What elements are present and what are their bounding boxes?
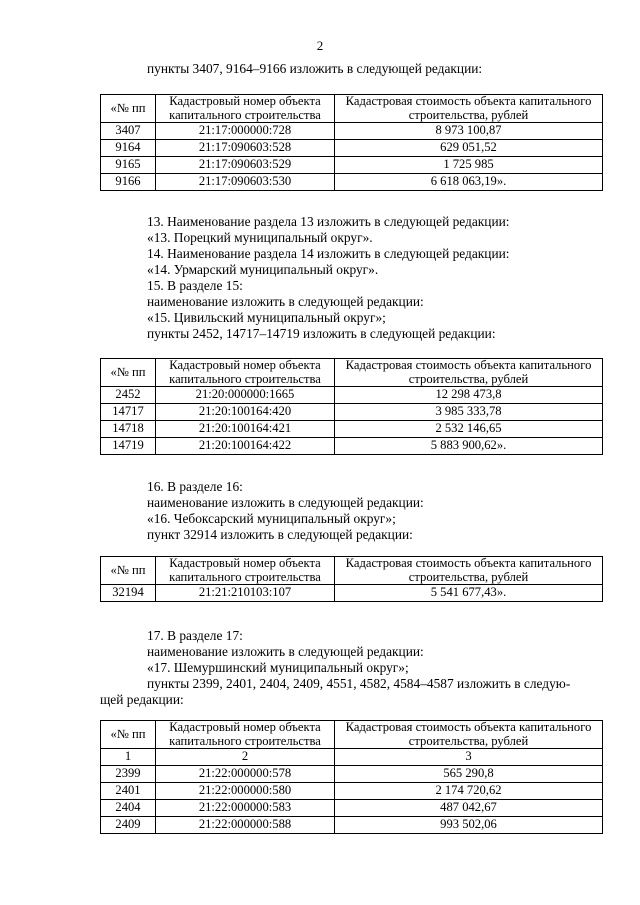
cell-number: 9164 (101, 140, 156, 157)
cell-cadastral-number: 21:22:000000:588 (156, 817, 335, 834)
header-number: «№ пп (101, 721, 156, 749)
cell-number: 2452 (101, 387, 156, 404)
cell-cadastral-number: 21:17:090603:528 (156, 140, 335, 157)
header-cadastral-value: Кадастровая стоимость объекта капитального строительства, рублей (335, 557, 603, 585)
column-number: 2 (156, 749, 335, 766)
column-number-row (101, 749, 603, 766)
section-14-line: 14. Наименование раздела 14 изложить в следующей редакции: (147, 246, 510, 261)
section-16-line: пункт 32914 изложить в следующей редакции: (147, 527, 413, 542)
cell-cadastral-value: 993 502,06 (335, 817, 603, 834)
cadastral-table-4 (100, 720, 603, 834)
table-row (101, 585, 603, 602)
cell-cadastral-number: 21:22:000000:578 (156, 766, 335, 783)
header-number: «№ пп (101, 359, 156, 387)
section-16-line: 16. В разделе 16: (147, 479, 243, 494)
table-header-row (101, 95, 603, 123)
section-17-line: 17. В разделе 17: (147, 628, 243, 643)
cell-cadastral-number: 21:22:000000:580 (156, 783, 335, 800)
cell-cadastral-value: 629 051,52 (335, 140, 603, 157)
cell-cadastral-value: 12 298 473,8 (335, 387, 603, 404)
cadastral-table-2 (100, 358, 603, 455)
table-row (101, 817, 603, 834)
header-cadastral-number: Кадастровый номер объекта капитального строительства (156, 95, 335, 123)
section-16-line: «16. Чебоксарский муниципальный округ»; (147, 511, 396, 526)
cell-cadastral-value: 2 174 720,62 (335, 783, 603, 800)
cell-cadastral-value: 3 985 333,78 (335, 404, 603, 421)
section-13-line: 13. Наименование раздела 13 изложить в следующей редакции: (147, 214, 510, 229)
section-17-line: пункты 2399, 2401, 2404, 2409, 4551, 4582, 4584–4587 изложить в следую- (147, 676, 571, 691)
section-17-line: «17. Шемуршинский муниципальный округ»; (147, 660, 409, 675)
cell-cadastral-value: 8 973 100,87 (335, 123, 603, 140)
cadastral-table-3 (100, 556, 603, 602)
page-number: 2 (316, 38, 324, 53)
table-row (101, 387, 603, 404)
column-number: 3 (335, 749, 603, 766)
header-cadastral-value: Кадастровая стоимость объекта капитального строительства, рублей (335, 95, 603, 123)
cell-cadastral-value: 565 290,8 (335, 766, 603, 783)
cell-cadastral-value: 487 042,67 (335, 800, 603, 817)
cell-cadastral-number: 21:20:100164:421 (156, 421, 335, 438)
cell-cadastral-value: 5 541 677,43». (335, 585, 603, 602)
section-17-line: наименование изложить в следующей редакции: (147, 644, 424, 659)
cell-number: 14719 (101, 438, 156, 455)
cell-cadastral-value: 1 725 985 (335, 157, 603, 174)
header-cadastral-number: Кадастровый номер объекта капитального строительства (156, 359, 335, 387)
table-row (101, 421, 603, 438)
cell-number: 14718 (101, 421, 156, 438)
cell-cadastral-number: 21:20:000000:1665 (156, 387, 335, 404)
section-13-line: «13. Порецкий муниципальный округ». (147, 230, 373, 245)
cell-cadastral-number: 21:21:210103:107 (156, 585, 335, 602)
header-cadastral-number: Кадастровый номер объекта капитального строительства (156, 557, 335, 585)
header-cadastral-value: Кадастровая стоимость объекта капитального строительства, рублей (335, 721, 603, 749)
cell-number: 9166 (101, 174, 156, 191)
header-cadastral-number: Кадастровый номер объекта капитального строительства (156, 721, 335, 749)
section-14-line: «14. Урмарский муниципальный округ». (147, 262, 379, 277)
header-number: «№ пп (101, 95, 156, 123)
table-row (101, 800, 603, 817)
table-row (101, 404, 603, 421)
cell-number: 2404 (101, 800, 156, 817)
cell-cadastral-value: 5 883 900,62». (335, 438, 603, 455)
cell-number: 2399 (101, 766, 156, 783)
cell-cadastral-number: 21:22:000000:583 (156, 800, 335, 817)
section-15-line: пункты 2452, 14717–14719 изложить в следующей редакции: (147, 326, 496, 341)
section-16-line: наименование изложить в следующей редакции: (147, 495, 424, 510)
table-row (101, 174, 603, 191)
cell-number: 14717 (101, 404, 156, 421)
cell-cadastral-number: 21:20:100164:422 (156, 438, 335, 455)
table-row (101, 783, 603, 800)
table-header-row (101, 359, 603, 387)
column-number: 1 (101, 749, 156, 766)
cell-cadastral-number: 21:17:000000:728 (156, 123, 335, 140)
cell-number: 32194 (101, 585, 156, 602)
cell-cadastral-number: 21:17:090603:529 (156, 157, 335, 174)
table-row (101, 766, 603, 783)
cell-number: 2401 (101, 783, 156, 800)
header-cadastral-value: Кадастровая стоимость объекта капитального строительства, рублей (335, 359, 603, 387)
table-header-row (101, 557, 603, 585)
cell-number: 9165 (101, 157, 156, 174)
table-row (101, 123, 603, 140)
section-15-line: «15. Цивильский муниципальный округ»; (147, 310, 386, 325)
cadastral-table-1 (100, 94, 603, 191)
cell-number: 3407 (101, 123, 156, 140)
intro-line: пункты 3407, 9164–9166 изложить в следующей редакции: (147, 61, 483, 76)
table-row (101, 140, 603, 157)
cell-cadastral-value: 2 532 146,65 (335, 421, 603, 438)
section-17-line: щей редакции: (100, 692, 184, 707)
cell-number: 2409 (101, 817, 156, 834)
table-row (101, 438, 603, 455)
cell-cadastral-number: 21:20:100164:420 (156, 404, 335, 421)
header-number: «№ пп (101, 557, 156, 585)
table-row (101, 157, 603, 174)
cell-cadastral-value: 6 618 063,19». (335, 174, 603, 191)
section-15-line: наименование изложить в следующей редакции: (147, 294, 424, 309)
section-15-line: 15. В разделе 15: (147, 278, 243, 293)
cell-cadastral-number: 21:17:090603:530 (156, 174, 335, 191)
table-header-row (101, 721, 603, 749)
